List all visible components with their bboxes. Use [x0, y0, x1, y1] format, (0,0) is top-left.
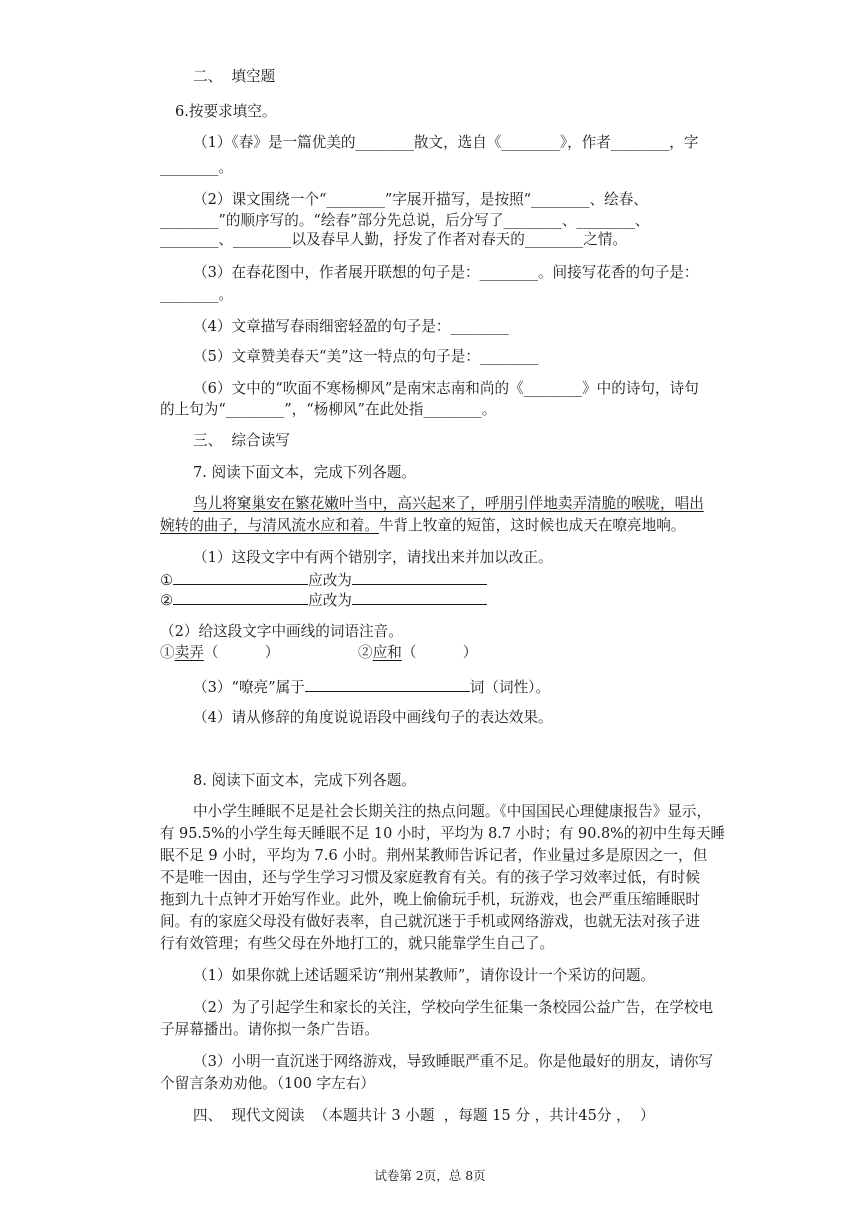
wrong-char-blank[interactable]	[173, 590, 308, 605]
q6-part2-line2: ________”的顺序写的。“绘春”部分先总说，后分写了________、________、	[160, 212, 650, 229]
question-7-title: 7. 阅读下面文本，完成下列各题。	[193, 464, 416, 481]
q7-passage-line1: 鸟儿将窠巢安在繁花嫩叶当中，高兴起来了，呼朋引伴地卖弄清脆的喉咙，唱出	[193, 495, 704, 512]
q7-pinyin-item-1	[160, 643, 279, 663]
page-footer: 试卷第 2页，总 8页	[374, 1168, 486, 1183]
part-of-speech-blank[interactable]	[305, 677, 470, 692]
q6-part6-line2: 的上句为“________”，“杨柳风”在此处指________。	[160, 401, 497, 418]
q6-part2-line3: ________、________以及春早人勤，抒发了作者对春天的________之情。	[160, 231, 628, 248]
q6-part4: （4）文章描写春雨细密轻盈的句子是：________	[193, 318, 509, 335]
q8-sub2-line2: 子屏幕播出。请你拟一条广告语。	[160, 1021, 379, 1038]
q8-sub2-line1: （2）为了引起学生和家长的关注，学校向学生征集一条校园公益广告，在学校电	[193, 999, 714, 1016]
section-heading-modern-reading: 四、 现代文阅读 （本题共计 3 小题 ，每题 15 分 ，共计45分 ， ）	[193, 1107, 655, 1124]
q6-part3-line2: ________。	[160, 286, 233, 303]
sub3-prefix: （3）“嘹亮”属于	[193, 679, 305, 696]
q7-sub4: （4）请从修辞的角度说说语段中画线句子的表达效果。	[193, 709, 553, 726]
q7-sub3	[193, 677, 550, 698]
pinyin-word: 卖弄	[174, 644, 204, 661]
section-heading-fill-blank: 二、 填空题	[193, 68, 276, 85]
q6-part1-line1: （1）《春》是一篇优美的________散文，选自《________》，作者________，字	[193, 134, 699, 151]
q6-part5: （5）文章赞美春天“美”这一特点的句子是：________	[193, 348, 539, 365]
q8-sub1: （1）如果你就上述话题采访“荆州某教师”，请你设计一个采访的问题。	[193, 967, 656, 984]
q8-passage-line1: 中小学生睡眠不足是社会长期关注的热点问题。《中国国民心理健康报告》显示，	[193, 803, 712, 820]
q8-sub3-line2: 个留言条劝劝他。（100 字左右）	[160, 1075, 375, 1092]
q6-part1-line2: ________。	[160, 159, 233, 176]
q7-passage-plain: 牛背上牧童的短笛，这时候也成天在嘹亮地响。	[378, 517, 686, 534]
q8-passage-line2: 有 95.5%的小学生每天睡眠不足 10 小时，平均为 8.7 小时；有 90.8%的初中生每天睡	[160, 825, 725, 842]
row-number: ②	[160, 592, 174, 609]
q7-correction-row-1	[160, 570, 487, 591]
item-number: ②	[358, 644, 373, 661]
q7-sub2: （2）给这段文字中画线的词语注音。	[160, 623, 403, 640]
q7-passage-line2	[160, 516, 685, 536]
pinyin-word: 应和	[372, 644, 402, 661]
q7-passage-underlined: 婉转的曲子，与清风流水应和着。	[160, 517, 379, 534]
q6-part3-line1: （3）在春花图中，作者展开联想的句子是：________。间接写花香的句子是：	[193, 264, 699, 281]
q7-sub1: （1）这段文字中有两个错别字，请找出来并加以改正。	[193, 549, 553, 566]
sub3-suffix: 词（词性）。	[469, 679, 551, 696]
q8-sub3-line1: （3）小明一直沉迷于网络游戏，导致睡眠严重不足。你是他最好的朋友，请你写	[193, 1053, 714, 1070]
wrong-char-blank[interactable]	[173, 570, 308, 585]
q8-passage-line6: 间。有的家庭父母没有做好表率，自己就沉迷于手机或网络游戏，也就无法对孩子进	[160, 913, 700, 930]
q7-correction-row-2	[160, 590, 487, 611]
q8-passage-line5: 拖到九十点钟才开始写作业。此外，晚上偷偷玩手机，玩游戏，也会严重压缩睡眠时	[160, 891, 700, 908]
correct-char-blank[interactable]	[352, 570, 487, 585]
q8-passage-line3: 眠不足 9 小时，平均为 7.6 小时。荆州某教师告诉记者，作业量过多是原因之一，但	[160, 847, 708, 864]
pinyin-answer-parens[interactable]: （ ）	[401, 644, 478, 661]
q8-passage-line4: 不是唯一因由，还与学生学习习惯及家庭教育有关。有的孩子学习效率过低，有时候	[160, 869, 700, 886]
q7-pinyin-item-2	[358, 643, 477, 663]
correct-label: 应改为	[308, 572, 352, 589]
pinyin-answer-parens[interactable]: （ ）	[203, 644, 280, 661]
q6-part6-line1: （6）文中的“吹面不寒杨柳风”是南宋志南和尚的《________》中的诗句，诗句	[193, 380, 699, 397]
q8-passage-line7: 行有效管理；有些父母在外地打工的，就只能靠学生自己了。	[160, 935, 555, 952]
row-number: ①	[160, 572, 174, 589]
correct-char-blank[interactable]	[352, 590, 487, 605]
question-6-title: 6.按要求填空。	[175, 103, 277, 120]
question-8-title: 8. 阅读下面文本，完成下列各题。	[193, 772, 416, 789]
section-heading-reading-writing: 三、 综合读写	[193, 432, 290, 449]
q6-part2-line1: （2）课文围绕一个“________”字展开描写，是按照“________、绘春、	[193, 191, 648, 208]
item-number: ①	[160, 644, 175, 661]
correct-label: 应改为	[308, 592, 352, 609]
